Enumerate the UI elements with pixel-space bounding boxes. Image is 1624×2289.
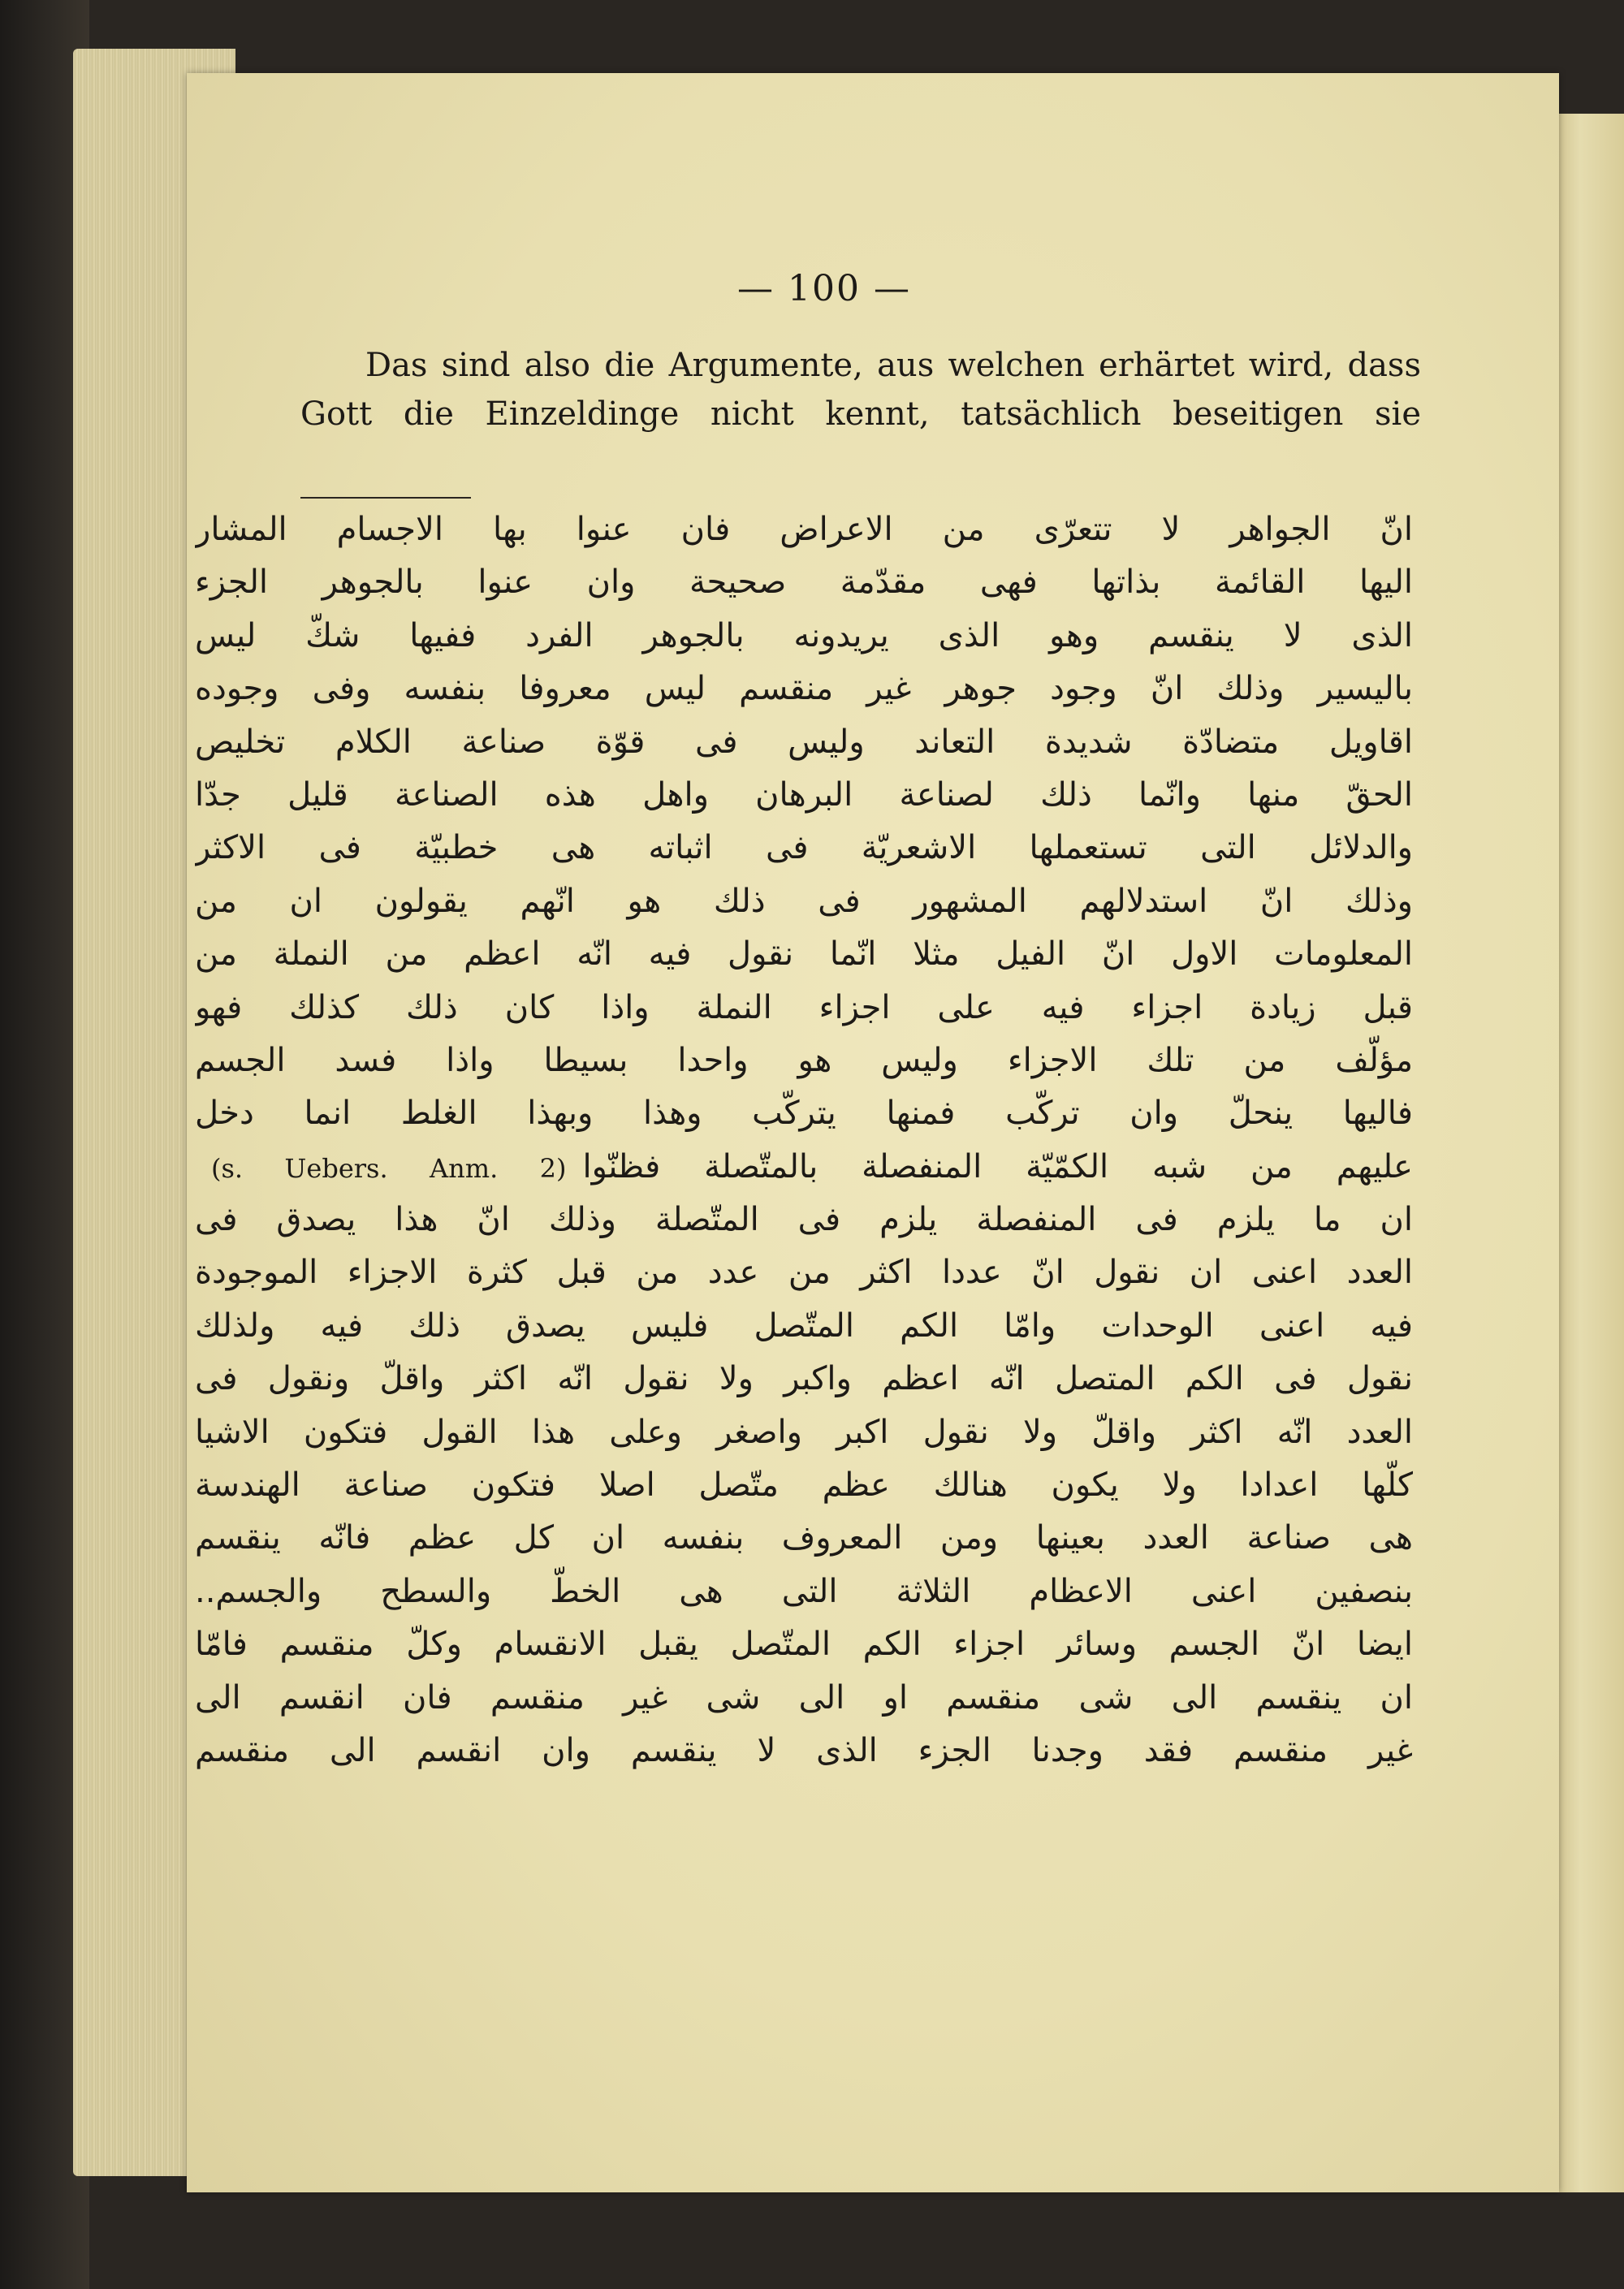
arabic-line: فيه اعنى الوحدات وامّا الكم المتّصل فليس يصدق ذلك فيه ولذلك [195,1306,1413,1345]
arabic-line: اقاويل متضادّة شديدة التعاند وليس فى قوّة صناعة الكلام تخليص [195,723,1413,761]
arabic-line: هى صناعة العدد بعينها ومن المعروف بنفسه ان كل عظم فانّه ينقسم [195,1519,1413,1557]
arabic-line: انّ الجواهر لا تتعرّى من الاعراض فان عنوا بها الاجسام المشار [195,511,1413,548]
arabic-line: نقول فى الكم المتصل انّه اعظم واكبر ولا نقول انّه اكثر واقلّ ونقول فى [195,1360,1413,1398]
arabic-line: بنصفين اعنى الاعظام الثلاثة التى هى الخطّ والسطح والجسم.. [195,1572,1413,1610]
arabic-line: قبل زيادة اجزاء فيه على اجزاء النملة واذا كان ذلك كذلك فهو [195,988,1413,1026]
separator-rule [300,497,471,499]
arabic-line: ان ما يلزم فى المنفصلة يلزم فى المتّصلة وذلك انّ هذا يصدق فى [195,1201,1413,1239]
arabic-line: كلّها اعدادا ولا يكون هنالك عظم متّصل اصلا فتكون صناعة الهندسة [195,1466,1413,1505]
arabic-line: غير منقسم فقد وجدنا الجزء الذى لا ينقسم وان انقسم الى منقسم [195,1731,1413,1769]
arabic-line: فاليها ينحلّ وان تركّب فمنها يتركّب وهذا وبهذا الغلط انما دخل [195,1095,1413,1133]
arabic-line [195,1141,1413,1194]
german-text-block [300,341,1421,438]
arabic-text-block [195,503,1413,1777]
arabic-line: باليسير وذلك انّ وجود جوهر غير منقسم ليس معروفا بنفسه وفى وجوده [195,670,1413,708]
german-paragraph: Das sind also die Argumente, aus welchen erhärtet wird, dass Gott die Einzeldinge nicht kennt, tatsächlich beseitigen sie [300,347,1421,433]
arabic-line: مؤلّف من تلك الاجزاء وليس هو واحدا بسيطا واذا فسد الجسم [195,1041,1413,1079]
translation-note-reference: (s. Uebers. Anm. 2) [211,1152,567,1184]
arabic-line: والدلائل التى تستعملها الاشعريّة فى اثباته هى خطبيّة فى الاكثر [195,829,1413,867]
arabic-line-text: عليهم من شبه الكمّيّة المنفصلة بالمتّصلة فظنّوا [582,1147,1413,1186]
next-page-edge [1551,114,1624,2192]
arabic-line: وذلك انّ استدلالهم المشهور فى ذلك هو انّهم يقولون ان من [195,882,1413,920]
arabic-line: الذى لا ينقسم وهو الذى يريدونه بالجوهر الفرد ففيها شكّ ليس [195,616,1413,654]
page-number: — 100 — [737,268,911,309]
arabic-line: المعلومات الاول انّ الفيل مثلا انّما نقول فيه انّه اعظم من النملة من [195,935,1413,974]
arabic-line: ان ينقسم الى شى منقسم او الى شى غير منقسم فان انقسم الى [195,1678,1413,1717]
arabic-line: اليها القائمة بذاتها فهى مقدّمة صحيحة وان عنوا بالجوهر الجزء [195,564,1413,602]
arabic-line: العدد اعنى ان نقول انّ عددا اكثر من عدد من قبل كثرة الاجزاء الموجودة [195,1254,1413,1292]
arabic-line: الحقّ منها وانّما ذلك لصناعة البرهان واهل هذه الصناعة قليل جدّا [195,775,1413,814]
arabic-line: العدد انّه اكثر واقلّ ولا نقول اكبر واصغر وعلى هذا القول فتكون الاشيا [195,1413,1413,1451]
arabic-line: ايضا انّ الجسم وسائر اجزاء الكم المتّصل يقبل الانقسام وكلّ منقسم فامّا [195,1626,1413,1664]
